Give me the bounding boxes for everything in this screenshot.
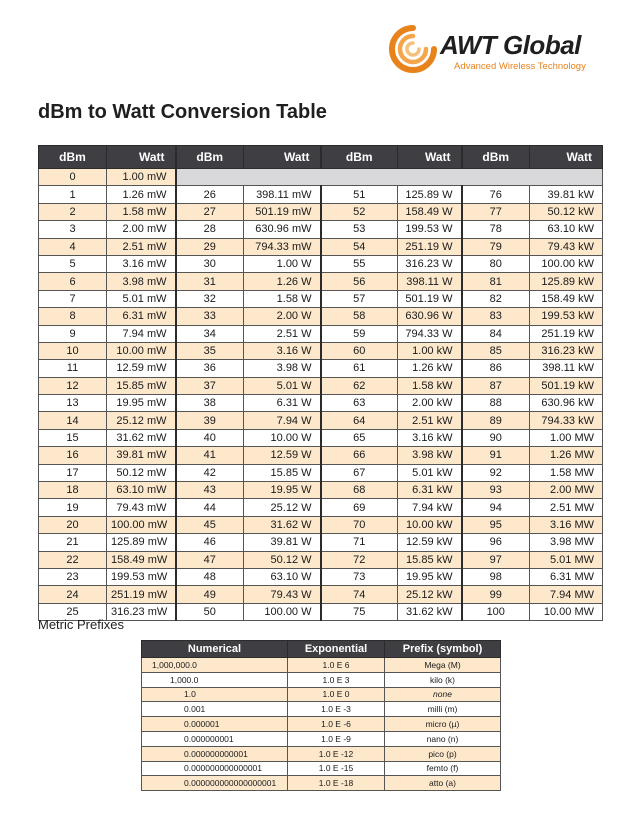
watt-cell: 1.00 MW <box>530 429 603 446</box>
table-row <box>39 516 603 533</box>
watt-cell: 6.31 mW <box>107 308 176 325</box>
header-watt: Watt <box>244 146 321 169</box>
dbm-cell: 37 <box>176 377 244 394</box>
watt-cell: 19.95 mW <box>107 395 176 412</box>
watt-cell: 1.00 mW <box>107 169 176 186</box>
watt-cell: 63.10 W <box>244 568 321 585</box>
watt-cell: 19.95 kW <box>398 568 462 585</box>
watt-cell: 39.81 W <box>244 534 321 551</box>
header-watt: Watt <box>398 146 462 169</box>
numerical-cell: 0.000000000001 <box>142 746 288 761</box>
dbm-cell: 60 <box>321 342 398 359</box>
dbm-cell: 77 <box>462 203 530 220</box>
table-row <box>39 325 603 342</box>
watt-cell: 158.49 W <box>398 203 462 220</box>
dbm-cell: 80 <box>462 255 530 272</box>
table-row <box>39 551 603 568</box>
watt-cell: 3.16 mW <box>107 255 176 272</box>
watt-cell: 3.98 mW <box>107 273 176 290</box>
dbm-cell: 33 <box>176 308 244 325</box>
dbm-cell: 10 <box>39 342 107 359</box>
prefix-table-header <box>142 641 501 658</box>
watt-cell: 1.58 kW <box>398 377 462 394</box>
dbm-cell: 0 <box>39 169 107 186</box>
dbm-cell: 69 <box>321 499 398 516</box>
watt-cell: 19.95 W <box>244 482 321 499</box>
table-row <box>39 273 603 290</box>
dbm-cell: 95 <box>462 516 530 533</box>
dbm-cell: 82 <box>462 290 530 307</box>
header-exponential: Exponential <box>288 641 385 658</box>
watt-cell: 630.96 kW <box>530 395 603 412</box>
dbm-cell: 23 <box>39 568 107 585</box>
blank-cell <box>176 169 603 186</box>
dbm-cell: 46 <box>176 534 244 551</box>
dbm-cell: 49 <box>176 586 244 603</box>
awt-logo <box>388 22 610 78</box>
watt-cell: 199.53 kW <box>530 308 603 325</box>
watt-cell: 50.12 kW <box>530 203 603 220</box>
dbm-cell: 47 <box>176 551 244 568</box>
watt-cell: 100.00 W <box>244 603 321 620</box>
watt-cell: 6.31 W <box>244 395 321 412</box>
dbm-cell: 4 <box>39 238 107 255</box>
dbm-cell: 3 <box>39 221 107 238</box>
dbm-cell: 30 <box>176 255 244 272</box>
dbm-cell: 90 <box>462 429 530 446</box>
exponential-cell: 1.0 E -15 <box>288 761 385 776</box>
watt-cell: 125.89 mW <box>107 534 176 551</box>
exponential-cell: 1.0 E -12 <box>288 746 385 761</box>
dbm-cell: 57 <box>321 290 398 307</box>
dbm-cell: 71 <box>321 534 398 551</box>
watt-cell: 3.98 W <box>244 360 321 377</box>
dbm-cell: 99 <box>462 586 530 603</box>
watt-cell: 2.51 kW <box>398 412 462 429</box>
watt-cell: 100.00 mW <box>107 516 176 533</box>
watt-cell: 3.16 MW <box>530 516 603 533</box>
dbm-cell: 41 <box>176 447 244 464</box>
watt-cell: 1.58 W <box>244 290 321 307</box>
watt-cell: 794.33 mW <box>244 238 321 255</box>
dbm-cell: 15 <box>39 429 107 446</box>
prefix-cell: micro (µ) <box>385 717 501 732</box>
dbm-cell: 94 <box>462 499 530 516</box>
dbm-cell: 100 <box>462 603 530 620</box>
watt-cell: 25.12 mW <box>107 412 176 429</box>
table-row <box>142 658 501 673</box>
dbm-cell: 32 <box>176 290 244 307</box>
dbm-cell: 17 <box>39 464 107 481</box>
dbm-cell: 66 <box>321 447 398 464</box>
dbm-cell: 97 <box>462 551 530 568</box>
prefix-cell: pico (p) <box>385 746 501 761</box>
exponential-cell: 1.0 E -9 <box>288 731 385 746</box>
dbm-cell: 74 <box>321 586 398 603</box>
exponential-cell: 1.0 E 3 <box>288 672 385 687</box>
dbm-cell: 78 <box>462 221 530 238</box>
dbm-cell: 12 <box>39 377 107 394</box>
watt-cell: 50.12 W <box>244 551 321 568</box>
dbm-cell: 67 <box>321 464 398 481</box>
watt-cell: 63.10 mW <box>107 482 176 499</box>
dbm-cell: 27 <box>176 203 244 220</box>
watt-cell: 1.26 kW <box>398 360 462 377</box>
header-dbm: dBm <box>321 146 398 169</box>
table-row <box>142 761 501 776</box>
dbm-cell: 68 <box>321 482 398 499</box>
watt-cell: 199.53 mW <box>107 568 176 585</box>
dbm-cell: 76 <box>462 186 530 203</box>
prefix-cell: atto (a) <box>385 776 501 791</box>
dbm-cell: 65 <box>321 429 398 446</box>
logo-tagline: Advanced Wireless Technology <box>454 61 586 72</box>
dbm-cell: 98 <box>462 568 530 585</box>
table-row <box>39 290 603 307</box>
table-row <box>39 221 603 238</box>
dbm-cell: 36 <box>176 360 244 377</box>
header-dbm: dBm <box>462 146 530 169</box>
watt-cell: 6.31 kW <box>398 482 462 499</box>
watt-cell: 630.96 W <box>398 308 462 325</box>
prefix-cell: none <box>385 687 501 702</box>
prefix-cell: Mega (M) <box>385 658 501 673</box>
table-row <box>39 499 603 516</box>
dbm-cell: 86 <box>462 360 530 377</box>
conversion-table <box>38 145 603 621</box>
dbm-cell: 26 <box>176 186 244 203</box>
watt-cell: 5.01 kW <box>398 464 462 481</box>
dbm-cell: 62 <box>321 377 398 394</box>
watt-cell: 12.59 mW <box>107 360 176 377</box>
watt-cell: 501.19 kW <box>530 377 603 394</box>
prefix-cell: nano (n) <box>385 731 501 746</box>
numerical-cell: 1.0 <box>142 687 288 702</box>
conversion-table-header <box>39 146 603 169</box>
dbm-cell: 93 <box>462 482 530 499</box>
dbm-cell: 84 <box>462 325 530 342</box>
watt-cell: 3.98 MW <box>530 534 603 551</box>
dbm-cell: 28 <box>176 221 244 238</box>
watt-cell: 630.96 mW <box>244 221 321 238</box>
watt-cell: 2.00 W <box>244 308 321 325</box>
watt-cell: 398.11 W <box>398 273 462 290</box>
watt-cell: 7.94 mW <box>107 325 176 342</box>
dbm-cell: 44 <box>176 499 244 516</box>
watt-cell: 3.16 kW <box>398 429 462 446</box>
table-row <box>39 447 603 464</box>
dbm-cell: 29 <box>176 238 244 255</box>
table-row <box>39 534 603 551</box>
watt-cell: 79.43 kW <box>530 238 603 255</box>
watt-cell: 10.00 W <box>244 429 321 446</box>
table-row <box>39 342 603 359</box>
watt-cell: 1.00 W <box>244 255 321 272</box>
watt-cell: 79.43 W <box>244 586 321 603</box>
prefix-cell: femto (f) <box>385 761 501 776</box>
watt-cell: 2.51 W <box>244 325 321 342</box>
watt-cell: 251.19 kW <box>530 325 603 342</box>
watt-cell: 5.01 W <box>244 377 321 394</box>
dbm-cell: 48 <box>176 568 244 585</box>
dbm-cell: 87 <box>462 377 530 394</box>
watt-cell: 316.23 mW <box>107 603 176 620</box>
table-row <box>142 731 501 746</box>
watt-cell: 25.12 W <box>244 499 321 516</box>
dbm-cell: 9 <box>39 325 107 342</box>
watt-cell: 158.49 kW <box>530 290 603 307</box>
dbm-cell: 31 <box>176 273 244 290</box>
prefix-cell: milli (m) <box>385 702 501 717</box>
watt-cell: 1.58 MW <box>530 464 603 481</box>
dbm-cell: 18 <box>39 482 107 499</box>
dbm-cell: 20 <box>39 516 107 533</box>
dbm-cell: 75 <box>321 603 398 620</box>
dbm-cell: 52 <box>321 203 398 220</box>
watt-cell: 2.00 MW <box>530 482 603 499</box>
watt-cell: 794.33 W <box>398 325 462 342</box>
watt-cell: 31.62 mW <box>107 429 176 446</box>
watt-cell: 12.59 W <box>244 447 321 464</box>
watt-cell: 5.01 MW <box>530 551 603 568</box>
dbm-cell: 58 <box>321 308 398 325</box>
watt-cell: 7.94 W <box>244 412 321 429</box>
dbm-cell: 22 <box>39 551 107 568</box>
table-row <box>39 586 603 603</box>
numerical-cell: 0.000000000000001 <box>142 761 288 776</box>
watt-cell: 794.33 kW <box>530 412 603 429</box>
dbm-cell: 61 <box>321 360 398 377</box>
watt-cell: 6.31 MW <box>530 568 603 585</box>
header-prefix: Prefix (symbol) <box>385 641 501 658</box>
table-row <box>39 255 603 272</box>
watt-cell: 316.23 W <box>398 255 462 272</box>
watt-cell: 79.43 mW <box>107 499 176 516</box>
watt-cell: 31.62 W <box>244 516 321 533</box>
watt-cell: 3.16 W <box>244 342 321 359</box>
dbm-cell: 92 <box>462 464 530 481</box>
dbm-cell: 35 <box>176 342 244 359</box>
dbm-cell: 79 <box>462 238 530 255</box>
dbm-cell: 50 <box>176 603 244 620</box>
watt-cell: 1.26 mW <box>107 186 176 203</box>
table-row <box>39 568 603 585</box>
watt-cell: 2.00 mW <box>107 221 176 238</box>
dbm-cell: 11 <box>39 360 107 377</box>
table-row <box>142 672 501 687</box>
watt-cell: 100.00 kW <box>530 255 603 272</box>
dbm-cell: 70 <box>321 516 398 533</box>
watt-cell: 398.11 kW <box>530 360 603 377</box>
table-row <box>142 702 501 717</box>
dbm-cell: 64 <box>321 412 398 429</box>
dbm-cell: 96 <box>462 534 530 551</box>
dbm-cell: 45 <box>176 516 244 533</box>
exponential-cell: 1.0 E 6 <box>288 658 385 673</box>
dbm-cell: 85 <box>462 342 530 359</box>
dbm-cell: 39 <box>176 412 244 429</box>
dbm-cell: 53 <box>321 221 398 238</box>
dbm-cell: 55 <box>321 255 398 272</box>
dbm-cell: 56 <box>321 273 398 290</box>
watt-cell: 7.94 kW <box>398 499 462 516</box>
watt-cell: 15.85 W <box>244 464 321 481</box>
table-row <box>142 746 501 761</box>
numerical-cell: 0.000000000000000001 <box>142 776 288 791</box>
dbm-cell: 40 <box>176 429 244 446</box>
table-row <box>142 687 501 702</box>
dbm-cell: 2 <box>39 203 107 220</box>
awt-swirl-logo-icon <box>388 24 438 74</box>
watt-cell: 31.62 kW <box>398 603 462 620</box>
table-row <box>39 377 603 394</box>
header-numerical: Numerical <box>142 641 288 658</box>
table-row <box>39 429 603 446</box>
exponential-cell: 1.0 E -18 <box>288 776 385 791</box>
watt-cell: 158.49 mW <box>107 551 176 568</box>
watt-cell: 2.00 kW <box>398 395 462 412</box>
watt-cell: 1.58 mW <box>107 203 176 220</box>
table-row <box>39 238 603 255</box>
table-row <box>39 203 603 220</box>
watt-cell: 12.59 kW <box>398 534 462 551</box>
watt-cell: 39.81 mW <box>107 447 176 464</box>
watt-cell: 10.00 mW <box>107 342 176 359</box>
exponential-cell: 1.0 E -3 <box>288 702 385 717</box>
numerical-cell: 1,000.0 <box>142 672 288 687</box>
exponential-cell: 1.0 E -6 <box>288 717 385 732</box>
table-row <box>39 360 603 377</box>
numerical-cell: 1,000,000.0 <box>142 658 288 673</box>
watt-cell: 125.89 W <box>398 186 462 203</box>
metric-prefixes-title: Metric Prefixes <box>38 617 124 632</box>
header-dbm: dBm <box>176 146 244 169</box>
dbm-cell: 24 <box>39 586 107 603</box>
dbm-cell: 14 <box>39 412 107 429</box>
dbm-cell: 21 <box>39 534 107 551</box>
dbm-cell: 43 <box>176 482 244 499</box>
logo-name: AWT Global <box>440 30 581 60</box>
table-row <box>39 395 603 412</box>
watt-cell: 50.12 mW <box>107 464 176 481</box>
watt-cell: 5.01 mW <box>107 290 176 307</box>
dbm-cell: 8 <box>39 308 107 325</box>
table-row <box>142 717 501 732</box>
watt-cell: 10.00 kW <box>398 516 462 533</box>
dbm-cell: 91 <box>462 447 530 464</box>
header-watt: Watt <box>530 146 603 169</box>
dbm-cell: 25 <box>39 603 107 620</box>
table-row <box>39 412 603 429</box>
dbm-cell: 63 <box>321 395 398 412</box>
dbm-cell: 81 <box>462 273 530 290</box>
prefix-cell: kilo (k) <box>385 672 501 687</box>
watt-cell: 501.19 W <box>398 290 462 307</box>
watt-cell: 7.94 MW <box>530 586 603 603</box>
watt-cell: 63.10 kW <box>530 221 603 238</box>
table-row-zero <box>39 169 603 186</box>
dbm-cell: 16 <box>39 447 107 464</box>
table-row <box>142 776 501 791</box>
dbm-cell: 54 <box>321 238 398 255</box>
dbm-cell: 38 <box>176 395 244 412</box>
metric-prefixes-table <box>141 640 501 791</box>
watt-cell: 39.81 kW <box>530 186 603 203</box>
table-row <box>39 308 603 325</box>
dbm-cell: 5 <box>39 255 107 272</box>
numerical-cell: 0.001 <box>142 702 288 717</box>
dbm-cell: 1 <box>39 186 107 203</box>
dbm-cell: 34 <box>176 325 244 342</box>
watt-cell: 25.12 kW <box>398 586 462 603</box>
watt-cell: 398.11 mW <box>244 186 321 203</box>
watt-cell: 125.89 kW <box>530 273 603 290</box>
watt-cell: 2.51 mW <box>107 238 176 255</box>
dbm-cell: 19 <box>39 499 107 516</box>
watt-cell: 501.19 mW <box>244 203 321 220</box>
watt-cell: 1.26 MW <box>530 447 603 464</box>
page-title: dBm to Watt Conversion Table <box>38 101 327 123</box>
dbm-cell: 59 <box>321 325 398 342</box>
dbm-cell: 51 <box>321 186 398 203</box>
watt-cell: 2.51 MW <box>530 499 603 516</box>
watt-cell: 15.85 kW <box>398 551 462 568</box>
dbm-cell: 73 <box>321 568 398 585</box>
watt-cell: 1.26 W <box>244 273 321 290</box>
dbm-cell: 89 <box>462 412 530 429</box>
dbm-cell: 88 <box>462 395 530 412</box>
watt-cell: 1.00 kW <box>398 342 462 359</box>
watt-cell: 10.00 MW <box>530 603 603 620</box>
table-row <box>39 464 603 481</box>
dbm-cell: 72 <box>321 551 398 568</box>
watt-cell: 316.23 kW <box>530 342 603 359</box>
watt-cell: 3.98 kW <box>398 447 462 464</box>
dbm-cell: 7 <box>39 290 107 307</box>
watt-cell: 15.85 mW <box>107 377 176 394</box>
dbm-cell: 6 <box>39 273 107 290</box>
dbm-cell: 42 <box>176 464 244 481</box>
watt-cell: 251.19 W <box>398 238 462 255</box>
table-row <box>39 186 603 203</box>
watt-cell: 251.19 mW <box>107 586 176 603</box>
dbm-cell: 83 <box>462 308 530 325</box>
exponential-cell: 1.0 E 0 <box>288 687 385 702</box>
numerical-cell: 0.000000001 <box>142 731 288 746</box>
dbm-cell: 13 <box>39 395 107 412</box>
watt-cell: 199.53 W <box>398 221 462 238</box>
header-dbm: dBm <box>39 146 107 169</box>
numerical-cell: 0.000001 <box>142 717 288 732</box>
table-row <box>39 482 603 499</box>
header-watt: Watt <box>107 146 176 169</box>
